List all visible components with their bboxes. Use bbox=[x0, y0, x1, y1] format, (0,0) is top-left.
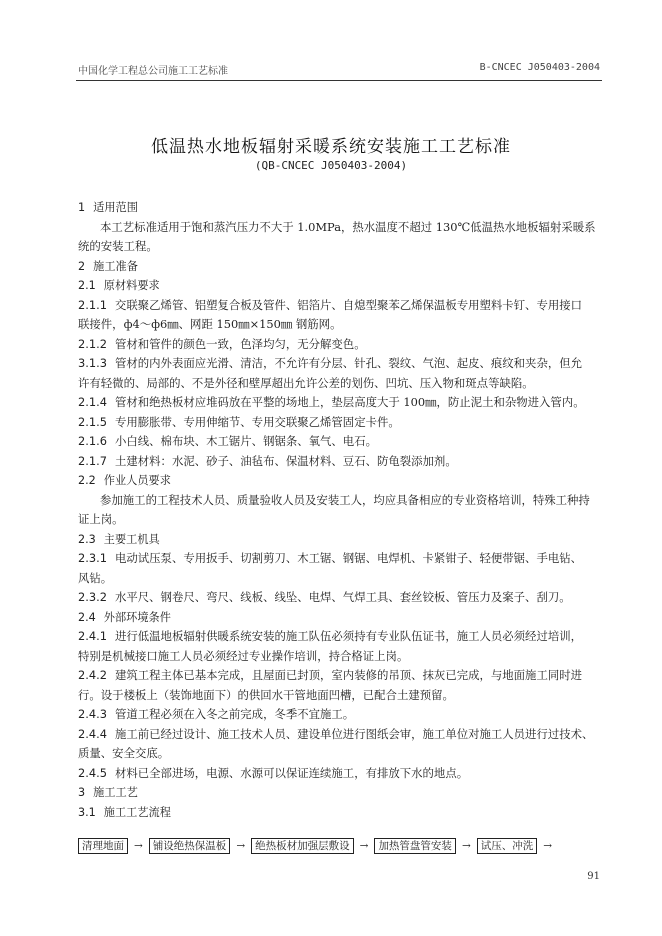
clause-number: 2.1.6 bbox=[78, 434, 107, 448]
clause-number: 3 bbox=[78, 786, 86, 799]
section-heading bbox=[78, 276, 602, 296]
clause-text: 本工艺标准适用于饱和蒸汽压力不大于 1.0MPa，热水温度不超过 130℃低温热水地板辐射采暖系 bbox=[100, 219, 596, 234]
clause-text: 土建材料：水泥、砂子、油毡布、保温材料、豆石、防龟裂添加剂。 bbox=[114, 453, 457, 468]
clause-text: 管道工程必须在入冬之前完成，冬季不宜施工。 bbox=[114, 707, 355, 721]
clause-text: 风钻。 bbox=[78, 570, 113, 585]
clause-text: 建筑工程主体已基本完成，且屋面已封顶，室内装修的吊顶、抹灰已完成，与地面施工同时进 bbox=[114, 668, 583, 682]
clause-number: 3.1.3 bbox=[78, 356, 107, 370]
text-line bbox=[78, 686, 602, 706]
section-heading bbox=[78, 803, 602, 823]
text-line bbox=[78, 432, 602, 452]
clause-number: 2.3.1 bbox=[78, 551, 107, 565]
clause-text: 管材和绝热板材应堆码放在平整的场地上，垫层高度大于 100㎜，防止泥土和杂物进入管内。 bbox=[114, 395, 585, 409]
section-heading bbox=[78, 257, 602, 277]
clause-text: 特别是机械接口施工人员必须经过专业操作培训，持合格证上岗。 bbox=[78, 648, 409, 663]
clause-number: 2.4.1 bbox=[78, 629, 107, 643]
clause-number: 2.3 bbox=[78, 532, 96, 546]
clause-text: 原材料要求 bbox=[103, 279, 160, 292]
flow-step: 绝热板材加强层敷设 bbox=[251, 838, 354, 854]
clause-text: 施工前已经过设计、施工技术人员、建设单位进行图纸会审，施工单位对施工人员进行过技术、 bbox=[114, 726, 594, 741]
text-line bbox=[78, 549, 602, 569]
flow-arrow: → bbox=[461, 840, 471, 852]
section-heading bbox=[78, 608, 602, 628]
text-line bbox=[78, 705, 602, 725]
document-code: (QB-CNCEC J050403-2004) bbox=[254, 159, 408, 172]
clause-text: 管材的内外表面应光滑、清洁，不允许有分层、针孔、裂纹、气泡、起皮、痕纹和夹杂，但允 bbox=[114, 356, 583, 370]
text-line bbox=[78, 588, 602, 608]
clause-text: 小白线、棉布块、木工锯片、钢锯条、氧气、电石。 bbox=[114, 434, 377, 448]
text-line bbox=[78, 744, 602, 764]
clause-number: 2.4.5 bbox=[78, 765, 107, 780]
text-line bbox=[78, 725, 602, 745]
clause-number: 2.1.2 bbox=[78, 336, 107, 351]
flow-step: 清理地面 bbox=[78, 838, 128, 854]
clause-text: 参加施工的工程技术人员、质量验收人员及安装工人，均应具备相应的专业资格培训，特殊工种持 bbox=[100, 492, 590, 507]
section-heading bbox=[78, 471, 602, 491]
text-line bbox=[78, 393, 602, 413]
running-header-right: B-CNCEC J050403-2004 bbox=[479, 62, 600, 73]
clause-number: 2.4.4 bbox=[78, 726, 107, 741]
clause-text: 施工工艺流程 bbox=[103, 805, 171, 819]
document-title: 低温热水地板辐射采暖系统安装施工工艺标准 bbox=[151, 137, 511, 157]
clause-number: 2.1 bbox=[78, 279, 96, 292]
text-line bbox=[78, 666, 602, 686]
clause-text: 联接件，ф4～ф6㎜、网距 150㎜×150㎜ 钢筋网。 bbox=[78, 317, 342, 331]
clause-text: 水平尺、钢卷尺、弯尺、线板、线坠、电焊、气焊工具、套丝铰板、管压力及案子、刮刀。 bbox=[114, 590, 571, 604]
text-line bbox=[78, 452, 602, 472]
clause-number: 2 bbox=[78, 259, 86, 273]
flow-step: 试压、冲洗 bbox=[477, 838, 538, 854]
flow-step: 铺设绝热保温板 bbox=[149, 838, 231, 854]
clause-text: 质量、安全交底。 bbox=[78, 746, 170, 760]
clause-text: 专用膨胀带、专用伸缩节、专用交联聚乙烯管固定卡件。 bbox=[114, 414, 400, 429]
clause-number: 2.1.7 bbox=[78, 453, 107, 468]
clause-text: 施工工艺 bbox=[93, 786, 138, 799]
section-heading bbox=[78, 198, 602, 218]
clause-number: 2.3.2 bbox=[78, 590, 107, 604]
text-line bbox=[78, 374, 602, 394]
clause-number: 1 bbox=[78, 201, 86, 214]
text-line bbox=[78, 237, 602, 257]
text-line bbox=[78, 491, 602, 511]
clause-number: 3.1 bbox=[78, 805, 96, 819]
flow-arrow: → bbox=[543, 840, 553, 852]
flow-step: 加热管盘管安装 bbox=[374, 838, 456, 854]
clause-number: 2.1.1 bbox=[78, 297, 107, 312]
clause-text: 许有轻微的、局部的、不是外径和壁厚超出允许公差的划伤、凹坑、压入物和斑点等缺陷。 bbox=[78, 375, 534, 390]
clause-text: 外部环境条件 bbox=[103, 610, 171, 624]
clause-number: 2.4 bbox=[78, 610, 96, 624]
text-line bbox=[78, 510, 602, 530]
clause-text: 进行低温地板辐射供暖系统安装的施工队伍必须持有专业队伍证书，施工人员必须经过培训， bbox=[114, 629, 583, 643]
text-line bbox=[78, 296, 602, 316]
page-number: 91 bbox=[587, 871, 600, 882]
clause-text: 行。设于楼板上（装饰地面下）的供回水干管地面凹槽，已配合土建预留。 bbox=[78, 687, 454, 702]
text-line bbox=[78, 218, 602, 238]
text-line bbox=[78, 335, 602, 355]
running-header-left: 中国化学工程总公司施工工艺标准 bbox=[78, 66, 228, 77]
text-line bbox=[78, 413, 602, 433]
clause-number: 2.4.2 bbox=[78, 668, 107, 682]
flow-arrow: → bbox=[134, 840, 143, 852]
process-flow bbox=[78, 838, 558, 854]
flow-arrow: → bbox=[359, 840, 369, 852]
text-line bbox=[78, 627, 602, 647]
clause-text: 施工准备 bbox=[93, 259, 138, 273]
clause-text: 交联聚乙烯管、铝塑复合板及管件、铝箔片、自熄型聚苯乙烯保温板专用塑料卡钉、专用接口 bbox=[114, 297, 583, 312]
text-line bbox=[78, 764, 602, 784]
text-line bbox=[78, 569, 602, 589]
text-line bbox=[78, 354, 602, 374]
clause-text: 管材和管件的颜色一致，色泽均匀，无分解变色。 bbox=[114, 336, 366, 351]
clause-number: 2.1.5 bbox=[78, 414, 107, 429]
clause-text: 统的安装工程。 bbox=[78, 239, 158, 253]
header-rule bbox=[76, 80, 602, 81]
clause-number: 2.4.3 bbox=[78, 707, 107, 721]
clause-number: 2.1.4 bbox=[78, 395, 107, 409]
text-line bbox=[78, 315, 602, 335]
section-heading bbox=[78, 530, 602, 550]
clause-text: 证上岗。 bbox=[78, 512, 124, 526]
text-line bbox=[78, 647, 602, 667]
body-text bbox=[78, 198, 602, 822]
clause-text: 材料已全部进场，电源、水源可以保证连续施工，有排放下水的地点。 bbox=[114, 765, 469, 780]
clause-text: 主要工机具 bbox=[103, 532, 160, 546]
clause-text: 适用范围 bbox=[93, 201, 138, 214]
flow-arrow: → bbox=[236, 840, 246, 852]
clause-text: 作业人员要求 bbox=[103, 474, 171, 487]
section-heading bbox=[78, 783, 602, 803]
clause-number: 2.2 bbox=[78, 474, 96, 487]
clause-text: 电动试压泵、专用扳手、切割剪刀、木工锯、钢锯、电焊机、卡紧钳子、轻便带锯、手电钻、 bbox=[114, 551, 583, 565]
